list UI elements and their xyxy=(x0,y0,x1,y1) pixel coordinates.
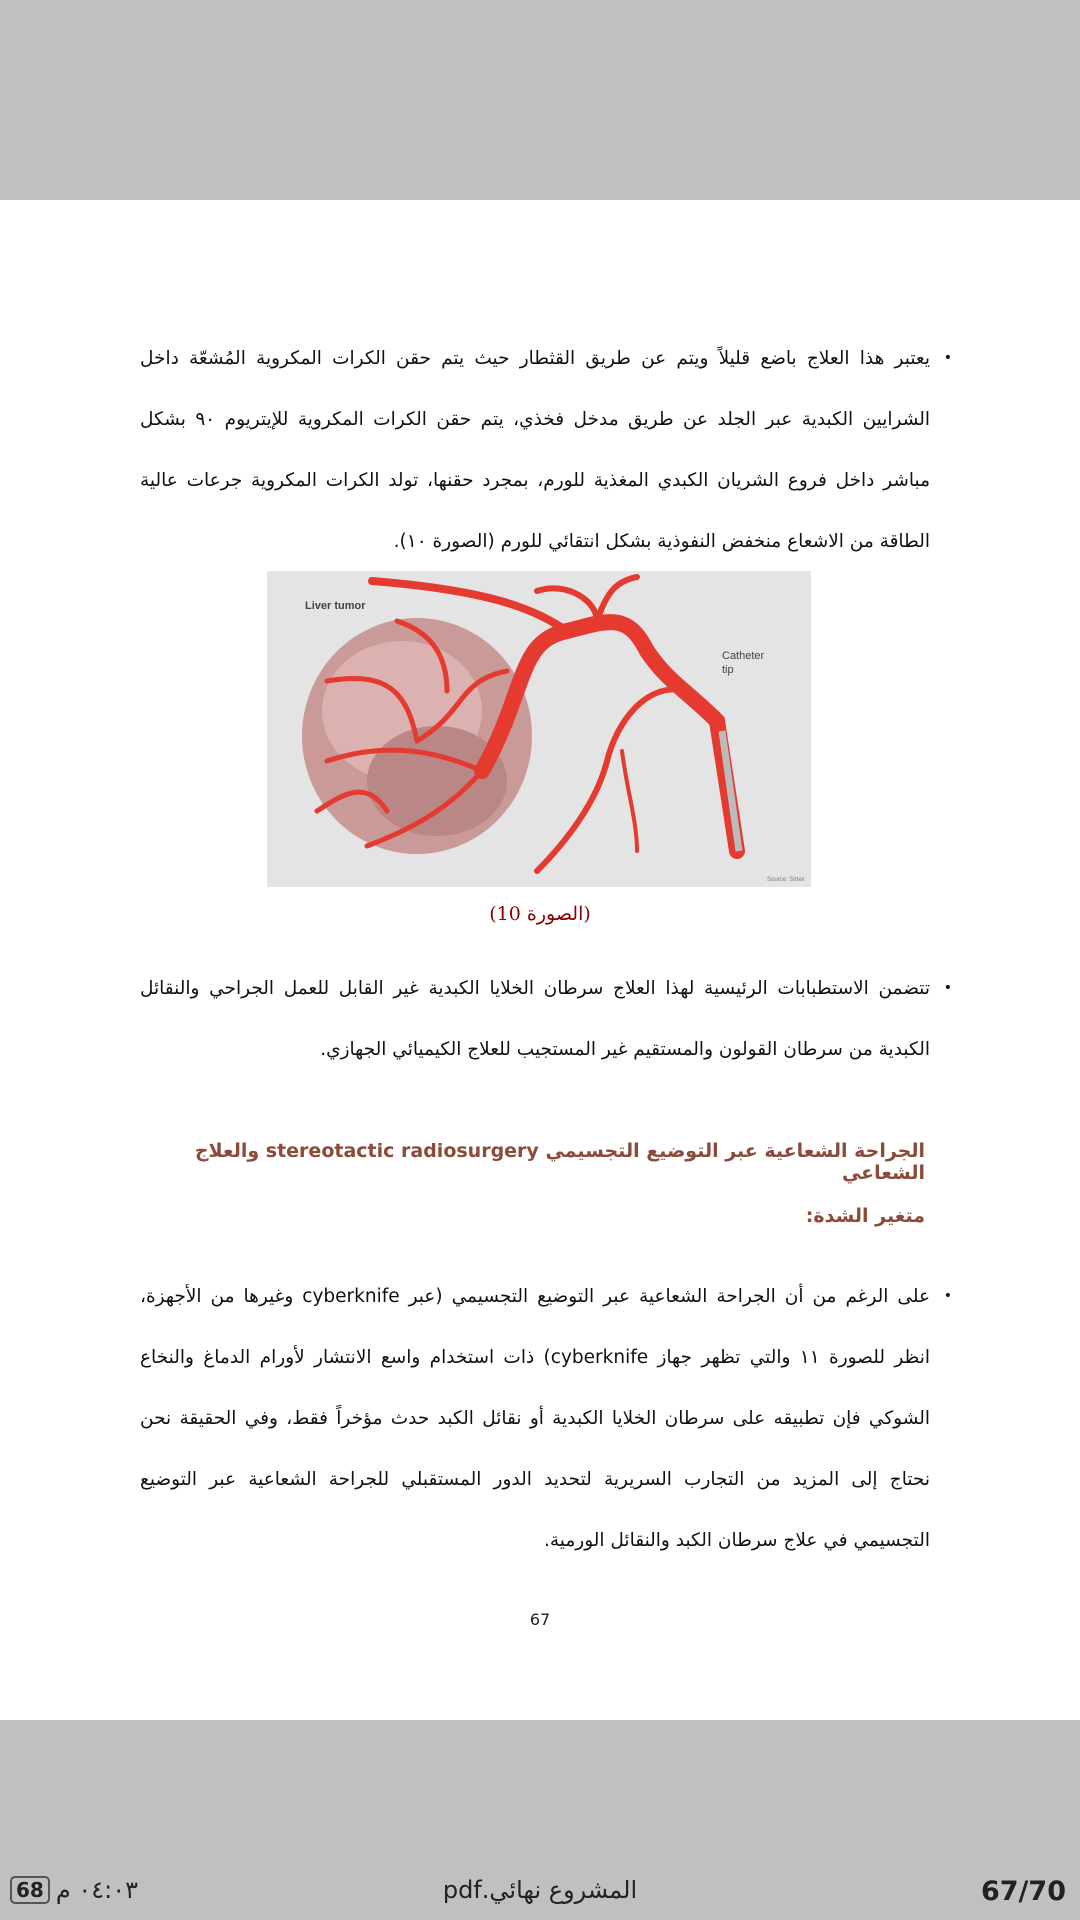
paragraph-indications xyxy=(140,958,952,1080)
bullet: • xyxy=(943,980,952,996)
section-heading-continued: متغير الشدة: xyxy=(805,1205,925,1227)
figure-liver-tumor-illustration xyxy=(267,571,811,887)
section-heading: الجراحة الشعاعية عبر التوضيع التجسيمي stereotactic radiosurgery والعلاج الشعاعي xyxy=(194,1140,925,1184)
paragraph-text: على الرغم من أن الجراحة الشعاعية عبر التوضيع التجسيمي (عبر cyberknife وغيرها من الأجهزة، انظر للصورة ١١ والتي تظهر جهاز cyberknife) ذات استخدام واسع الانتشار لأورام الدماغ والنخاع الشوكي فإن تطبيقه على سرطان الخلايا الكبدية أو نقائل الكبد حدث مؤخراً فقط، وفي الحقيقة نحن نحتاج إلى المزيد من التجارب السريرية لتحديد الدور المستقبلي للجراحة الشعاعية عبر التوضيع التجسيمي في علاج سرطان الكبد والنقائل الورمية. xyxy=(140,1286,931,1551)
paragraph-stereotactic xyxy=(140,1266,952,1571)
file-name: المشروع نهائي.pdf xyxy=(442,1876,638,1904)
page-number: 67 xyxy=(529,1610,551,1629)
paragraph-radioembolization xyxy=(140,328,952,572)
status-clock xyxy=(10,1876,138,1904)
paragraph-text: تتضمن الاستطبابات الرئيسية لهذا العلاج سرطان الخلايا الكبدية غير القابل للعمل الجراحي والنقائل الكبدية من سرطان القولون والمستقيم غير المستجيب للعلاج الكيميائي الجهازي. xyxy=(140,978,930,1060)
document-page xyxy=(0,200,1080,1720)
bullet: • xyxy=(943,1288,952,1304)
time: ٠٤:٠٣ م xyxy=(55,1876,138,1904)
figure-caption: (الصورة 10) xyxy=(489,903,591,925)
battery-icon: 68 xyxy=(10,1876,50,1904)
label-source: Source: Sirtex xyxy=(767,877,805,883)
bullet: • xyxy=(943,350,952,366)
page-counter[interactable]: 67/70 xyxy=(980,1876,1066,1907)
label-liver-tumor: Liver tumor xyxy=(305,600,366,612)
paragraph-text: يعتبر هذا العلاج باضع قليلاً ويتم عن طريق القثطار حيث يتم حقن الكرات المكروية المُشعّة داخل الشرايين الكبدية عبر الجلد عن طريق مدخل فخذي، يتم حقن الكرات المكروية للإيتريوم ٩٠ بشكل مباشر داخل فروع الشريان الكبدي المغذية للورم، بمجرد حقنها، تولد الكرات المكروية جرعات عالية الطاقة من الاشعاع منخفض النفوذية بشكل انتقائي للورم (الصورة ١٠). xyxy=(140,348,931,552)
label-catheter: Catheter xyxy=(722,650,765,662)
label-catheter-tip: tip xyxy=(722,664,734,676)
liver-tumor-illustration xyxy=(267,571,811,887)
